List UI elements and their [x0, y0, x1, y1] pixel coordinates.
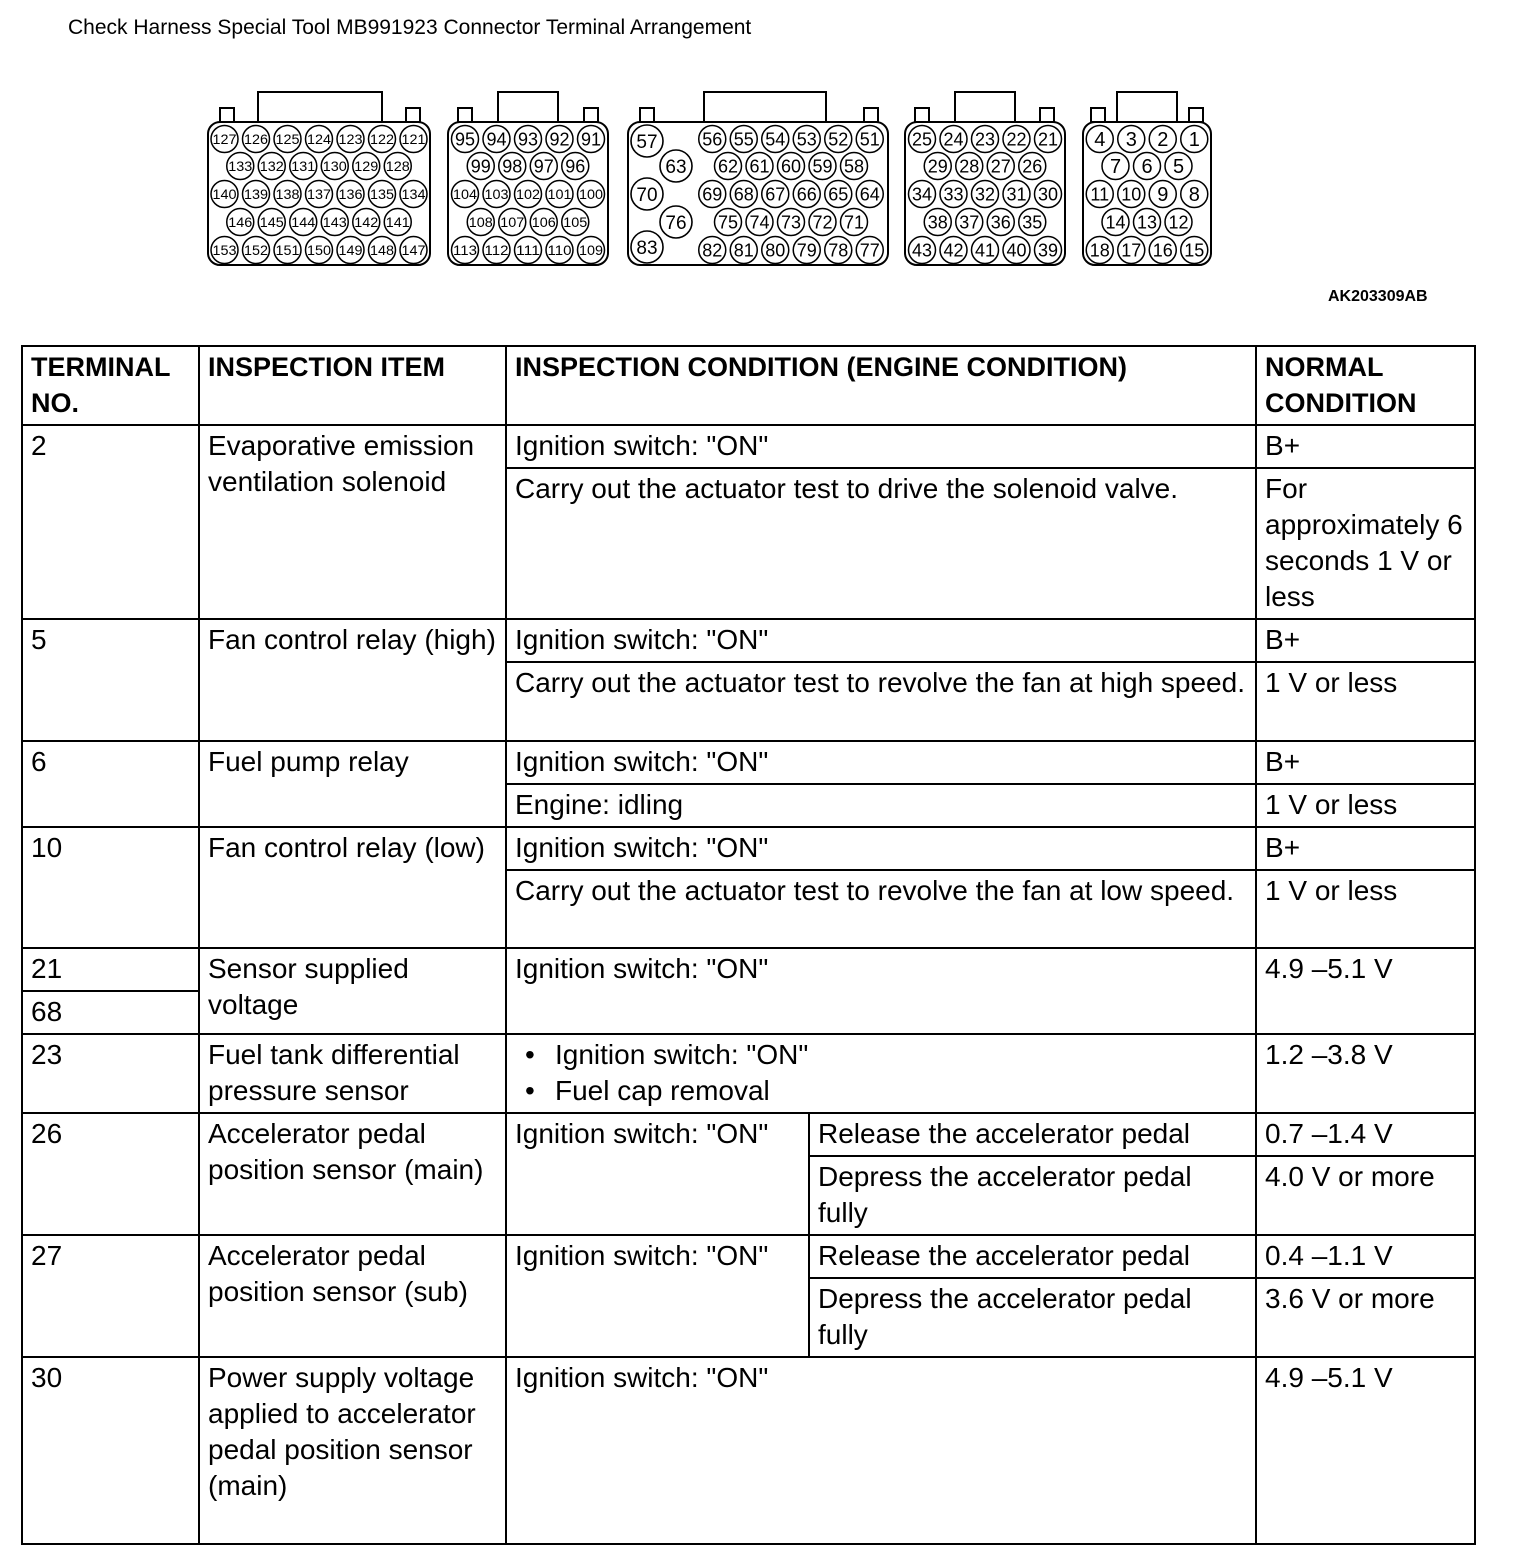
- normal-cell: B+: [1256, 827, 1475, 870]
- normal-cell: 1 V or less: [1256, 662, 1475, 741]
- terminal-label: 121: [401, 131, 426, 148]
- terminal-label: 38: [927, 212, 948, 233]
- terminal-label: 63: [665, 157, 687, 178]
- terminal-label: 6: [1141, 156, 1153, 179]
- normal-cell: B+: [1256, 619, 1475, 662]
- terminal-label: 151: [275, 242, 300, 259]
- terminal-label: 83: [636, 238, 658, 259]
- terminal-label: 150: [307, 242, 332, 259]
- terminal-label: 37: [959, 212, 980, 233]
- terminal-label: 94: [486, 129, 507, 150]
- terminal-label: 30: [1037, 184, 1059, 205]
- terminal-label: 123: [338, 131, 363, 148]
- terminal-label: 112: [484, 242, 509, 259]
- terminal-label: 95: [454, 129, 476, 150]
- terminal-label: 68: [733, 184, 754, 205]
- terminal-label: 72: [812, 212, 833, 233]
- terminal-label: 3: [1125, 129, 1137, 152]
- terminal-label: 53: [796, 129, 817, 150]
- condition-cell: Carry out the actuator test to drive the solenoid valve.: [506, 468, 1256, 619]
- terminal-label: 14: [1105, 212, 1126, 233]
- table-row: [22, 1357, 1475, 1544]
- condition-cell: Ignition switch: "ON": [506, 1113, 809, 1235]
- terminal-label: 67: [765, 184, 786, 205]
- condition-cell: Ignition switch: "ON": [506, 619, 1256, 662]
- condition-cell: Engine: idling: [506, 784, 1256, 827]
- terminal-label: 145: [259, 214, 284, 231]
- terminal-label: 39: [1037, 240, 1059, 261]
- terminal-label: 133: [228, 158, 253, 175]
- normal-cell: 4.9 –5.1 V: [1256, 948, 1475, 1034]
- terminal-label: 1: [1188, 129, 1200, 152]
- terminal-label: 80: [765, 240, 786, 261]
- condition-cell: Carry out the actuator test to revolve the fan at high speed.: [506, 662, 1256, 741]
- condition-cell: Ignition switch: "ON": [506, 425, 1256, 468]
- terminal-label: 16: [1152, 240, 1173, 261]
- terminal-label: 132: [259, 158, 284, 175]
- terminal-label: 110: [547, 242, 572, 259]
- terminal-label: 144: [291, 214, 316, 231]
- terminal-label: 74: [749, 212, 770, 233]
- terminal-label: 131: [291, 158, 316, 175]
- terminal-label: 64: [859, 184, 880, 205]
- terminal-cell: 26: [22, 1113, 199, 1235]
- connector-tab: [864, 108, 878, 122]
- terminal-label: 65: [828, 184, 849, 205]
- normal-cell: B+: [1256, 741, 1475, 784]
- condition-cell: Ignition switch: "ON": [506, 1235, 809, 1357]
- condition-cell: Ignition switch: "ON": [506, 827, 1256, 870]
- connector-tab: [1040, 108, 1054, 122]
- terminal-label: 26: [1022, 156, 1043, 177]
- terminal-label: 77: [859, 240, 880, 261]
- terminal-label: 100: [579, 186, 604, 203]
- subcondition-cell: Depress the accelerator pedal fully: [809, 1156, 1256, 1235]
- connector-4: [905, 92, 1065, 265]
- terminal-label: 125: [275, 131, 300, 148]
- terminal-label: 7: [1109, 156, 1122, 179]
- terminal-label: 96: [565, 156, 586, 177]
- subcondition-cell: Release the accelerator pedal: [809, 1113, 1256, 1156]
- terminal-label: 81: [733, 240, 754, 261]
- terminal-label: 111: [516, 242, 541, 259]
- terminal-cell: 2: [22, 425, 199, 619]
- connector-2: [448, 92, 608, 265]
- terminal-label: 146: [228, 214, 253, 231]
- condition-cell: Ignition switch: "ON": [506, 1357, 1256, 1544]
- terminal-label: 148: [370, 242, 395, 259]
- list-item: • Ignition switch: "ON": [515, 1037, 1247, 1073]
- item-cell: Fuel pump relay: [199, 741, 506, 827]
- terminal-label: 5: [1172, 156, 1185, 179]
- normal-cell: 1.2 –3.8 V: [1256, 1034, 1475, 1113]
- terminal-label: 147: [401, 242, 426, 259]
- terminal-label: 153: [212, 242, 237, 259]
- terminal-label: 29: [927, 156, 948, 177]
- terminal-label: 42: [943, 240, 964, 261]
- condition-cell: Ignition switch: "ON": [506, 741, 1256, 784]
- item-cell: Power supply voltage applied to accelerator pedal position sensor (main): [199, 1357, 506, 1544]
- normal-cell: 3.6 V or more: [1256, 1278, 1475, 1357]
- terminal-label: 28: [959, 156, 980, 177]
- header-condition: INSPECTION CONDITION (ENGINE CONDITION): [506, 346, 1256, 425]
- terminal-label: 103: [484, 186, 509, 203]
- terminal-label: 27: [990, 156, 1011, 177]
- terminal-label: 10: [1121, 184, 1142, 205]
- table-row: [22, 948, 1475, 991]
- terminal-label: 113: [453, 242, 478, 259]
- terminal-label: 75: [717, 212, 739, 233]
- terminal-label: 31: [1006, 184, 1027, 205]
- terminal-label: 60: [780, 156, 802, 177]
- connector-tab: [915, 108, 929, 122]
- terminal-label: 43: [911, 240, 933, 261]
- terminal-label: 23: [974, 129, 996, 150]
- terminal-cell: 5: [22, 619, 199, 741]
- terminal-label: 106: [531, 214, 556, 231]
- terminal-label: 11: [1090, 184, 1110, 205]
- normal-cell: B+: [1256, 425, 1475, 468]
- terminal-label: 33: [943, 184, 964, 205]
- terminal-label: 82: [702, 240, 723, 261]
- terminal-cell: 6: [22, 741, 199, 827]
- terminal-cell: 68: [22, 991, 199, 1034]
- terminal-label: 92: [549, 129, 570, 150]
- terminal-label: 130: [322, 158, 347, 175]
- terminal-label: 18: [1089, 240, 1110, 261]
- table-header-row: [22, 346, 1475, 425]
- terminal-label: 107: [500, 214, 525, 231]
- terminal-label: 51: [859, 129, 880, 150]
- connector-latch: [498, 92, 558, 122]
- terminal-label: 108: [468, 214, 493, 231]
- terminal-label: 141: [385, 214, 410, 231]
- figure-code: AK203309AB: [1328, 288, 1428, 305]
- table-row: [22, 619, 1475, 662]
- terminal-label: 13: [1136, 212, 1158, 233]
- connector-latch: [258, 92, 382, 122]
- terminal-label: 36: [990, 212, 1011, 233]
- item-cell: Fan control relay (low): [199, 827, 506, 948]
- terminal-label: 126: [244, 131, 269, 148]
- terminal-label: 54: [765, 129, 786, 150]
- terminal-label: 34: [911, 184, 933, 205]
- connector-5: [1083, 92, 1211, 265]
- terminal-label: 140: [212, 186, 237, 203]
- terminal-label: 136: [338, 186, 363, 203]
- terminal-label: 152: [244, 242, 269, 259]
- terminal-label: 78: [828, 240, 849, 261]
- connector-tab: [640, 108, 654, 122]
- item-cell: Accelerator pedal position sensor (sub): [199, 1235, 506, 1357]
- connector-tab: [1189, 108, 1203, 122]
- subcondition-cell: Depress the accelerator pedal fully: [809, 1278, 1256, 1357]
- terminal-label: 62: [717, 156, 739, 177]
- terminal-label: 138: [275, 186, 300, 203]
- terminal-label: 127: [212, 131, 237, 148]
- terminal-label: 99: [470, 156, 491, 177]
- terminal-label: 101: [547, 186, 572, 203]
- terminal-label: 25: [911, 129, 933, 150]
- terminal-label: 4: [1094, 129, 1106, 152]
- normal-cell: 4.0 V or more: [1256, 1156, 1475, 1235]
- terminal-label: 142: [354, 214, 379, 231]
- terminal-label: 22: [1006, 129, 1027, 150]
- connector-tab: [584, 108, 598, 122]
- terminal-label: 35: [1022, 212, 1043, 233]
- connector-diagram: [0, 0, 1520, 300]
- terminal-label: 69: [702, 184, 723, 205]
- terminal-label: 76: [665, 213, 687, 234]
- table-row: [22, 827, 1475, 870]
- list-item: • Fuel cap removal: [515, 1073, 1247, 1109]
- connector-tab: [1091, 108, 1105, 122]
- terminal-label: 8: [1188, 184, 1200, 207]
- terminal-label: 21: [1037, 129, 1059, 150]
- terminal-label: 15: [1184, 240, 1205, 261]
- terminal-cell: 23: [22, 1034, 199, 1113]
- terminal-label: 57: [636, 132, 658, 153]
- terminal-label: 128: [385, 158, 410, 175]
- terminal-label: 129: [354, 158, 379, 175]
- normal-cell: 0.7 –1.4 V: [1256, 1113, 1475, 1156]
- header-terminal: TERMINAL NO.: [22, 346, 199, 425]
- terminal-label: 109: [579, 242, 604, 259]
- terminal-label: 70: [636, 185, 658, 206]
- terminal-label: 149: [338, 242, 363, 259]
- normal-cell: 4.9 –5.1 V: [1256, 1357, 1475, 1544]
- table-row: [22, 1034, 1475, 1113]
- connector-latch: [704, 92, 826, 122]
- terminal-label: 56: [702, 129, 723, 150]
- item-cell: Fan control relay (high): [199, 619, 506, 741]
- terminal-label: 91: [580, 129, 602, 150]
- header-item: INSPECTION ITEM: [199, 346, 506, 425]
- terminal-label: 98: [502, 156, 523, 177]
- item-cell: Fuel tank differential pressure sensor: [199, 1034, 506, 1113]
- terminal-cell: 30: [22, 1357, 199, 1544]
- normal-cell: 1 V or less: [1256, 870, 1475, 948]
- page-title: Check Harness Special Tool MB991923 Connector Terminal Arrangement: [68, 16, 752, 39]
- terminal-label: 66: [796, 184, 817, 205]
- terminal-label: 97: [533, 156, 554, 177]
- normal-cell: For approximately 6 seconds 1 V or less: [1256, 468, 1475, 619]
- terminal-label: 71: [843, 212, 865, 233]
- terminal-label: 134: [401, 186, 426, 203]
- normal-cell: 1 V or less: [1256, 784, 1475, 827]
- terminal-label: 79: [796, 240, 817, 261]
- terminal-label: 52: [828, 129, 849, 150]
- terminal-label: 12: [1168, 212, 1189, 233]
- terminal-label: 32: [974, 184, 996, 205]
- connector-tab: [406, 108, 420, 122]
- table-row: [22, 741, 1475, 784]
- terminal-label: 59: [812, 156, 833, 177]
- terminal-label: 122: [370, 131, 395, 148]
- terminal-label: 139: [244, 186, 269, 203]
- condition-cell: [506, 1034, 1256, 1113]
- connector-tab: [220, 108, 234, 122]
- terminal-label: 40: [1006, 240, 1027, 261]
- terminal-label: 73: [780, 212, 802, 233]
- header-normal: NORMAL CONDITION: [1256, 346, 1475, 425]
- inspection-table: [21, 345, 1476, 1545]
- terminal-label: 24: [943, 129, 964, 150]
- connector-3: [628, 92, 888, 265]
- terminal-label: 104: [453, 186, 478, 203]
- condition-cell: Ignition switch: "ON": [506, 948, 1256, 1034]
- item-cell: Sensor supplied voltage: [199, 948, 506, 1034]
- condition-cell: Carry out the actuator test to revolve the fan at low speed.: [506, 870, 1256, 948]
- connector-latch: [955, 92, 1015, 122]
- terminal-label: 124: [307, 131, 332, 148]
- terminal-label: 61: [749, 156, 770, 177]
- terminal-label: 105: [563, 214, 588, 231]
- normal-cell: 0.4 –1.1 V: [1256, 1235, 1475, 1278]
- terminal-label: 9: [1157, 184, 1169, 207]
- terminal-label: 55: [733, 129, 754, 150]
- item-cell: Accelerator pedal position sensor (main): [199, 1113, 506, 1235]
- condition-bullet-list: [515, 1037, 1247, 1109]
- table-row: [22, 1235, 1475, 1278]
- terminal-label: 41: [974, 240, 996, 261]
- terminal-cell: 21: [22, 948, 199, 991]
- terminal-label: 102: [516, 186, 541, 203]
- connector-latch: [1117, 92, 1177, 122]
- terminal-label: 137: [307, 186, 332, 203]
- connector-1: [208, 92, 430, 265]
- terminal-label: 135: [370, 186, 395, 203]
- terminal-label: 17: [1121, 240, 1142, 261]
- terminal-label: 58: [843, 156, 865, 177]
- table-row: [22, 1113, 1475, 1156]
- table-row: [22, 425, 1475, 468]
- terminal-cell: 10: [22, 827, 199, 948]
- connector-tab: [458, 108, 472, 122]
- terminal-label: 93: [517, 129, 539, 150]
- item-cell: Evaporative emission ventilation solenoid: [199, 425, 506, 619]
- terminal-label: 143: [322, 214, 347, 231]
- terminal-cell: 27: [22, 1235, 199, 1357]
- subcondition-cell: Release the accelerator pedal: [809, 1235, 1256, 1278]
- terminal-label: 2: [1157, 129, 1169, 152]
